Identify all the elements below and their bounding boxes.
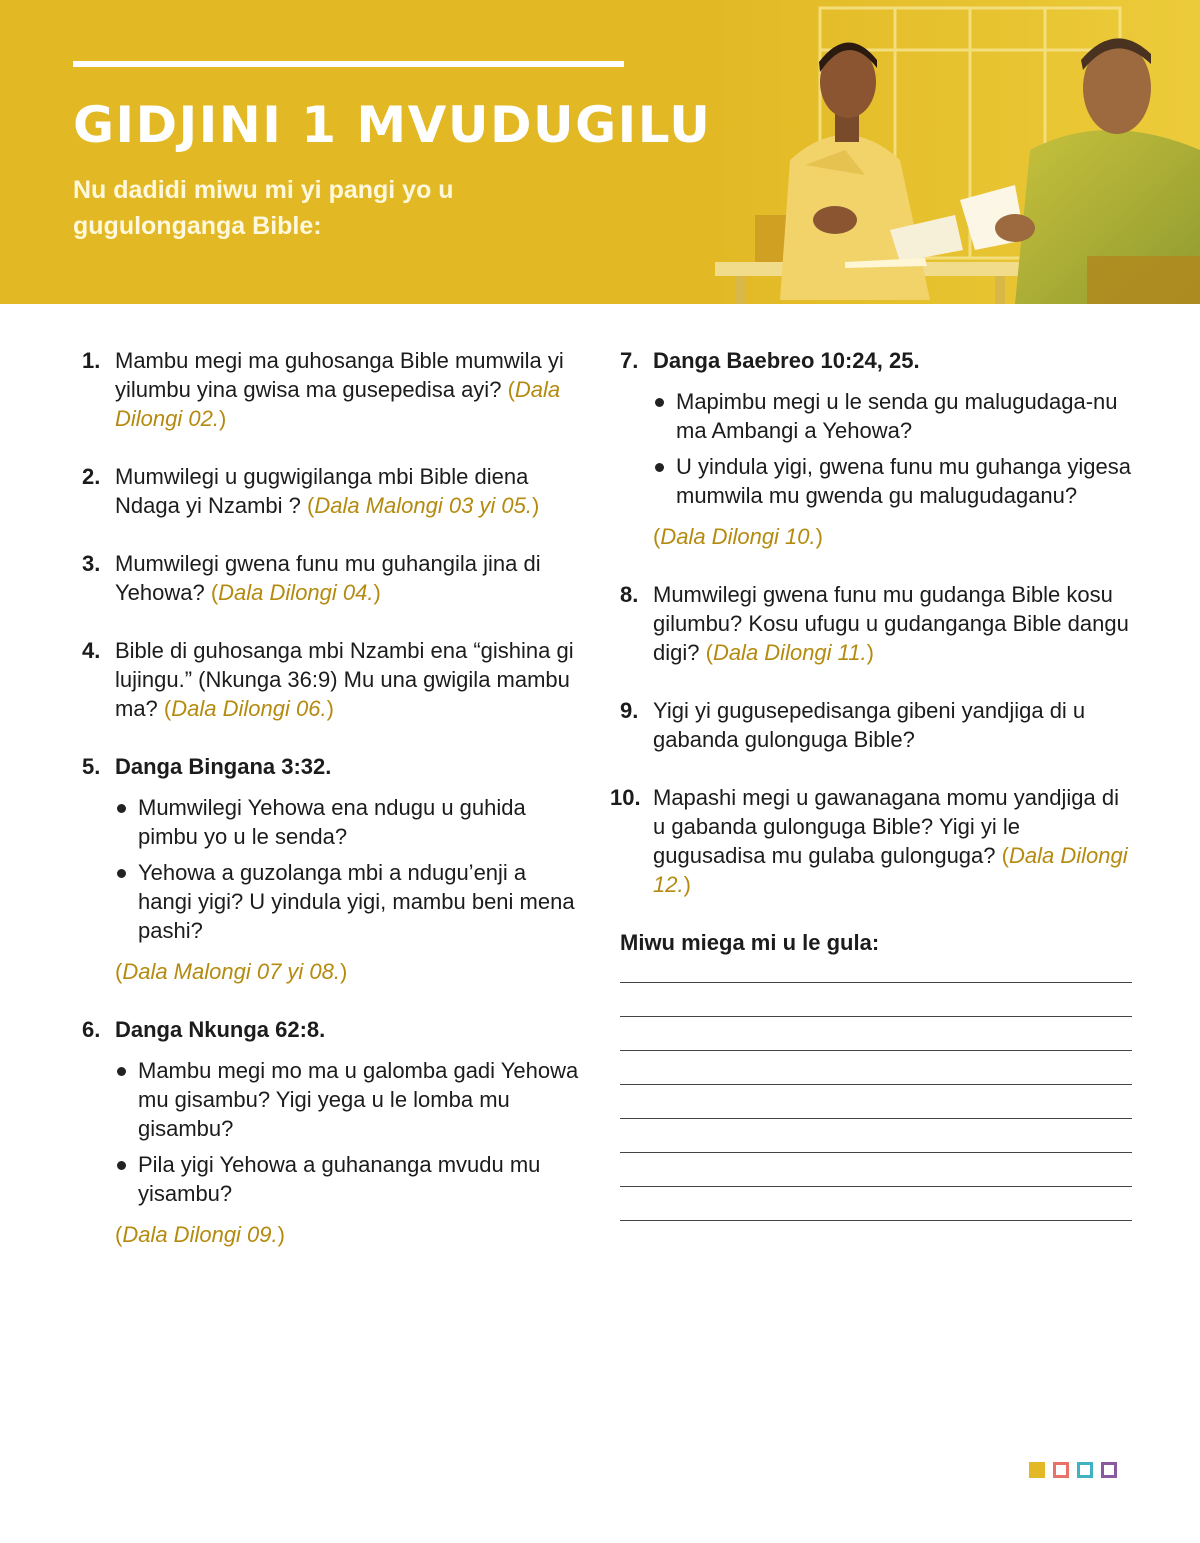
notes-section (620, 928, 1135, 1221)
note-line[interactable] (620, 1050, 1132, 1051)
bullet-list (653, 387, 1135, 510)
note-line[interactable] (620, 1084, 1132, 1085)
notes-title: Miwu miega mi u le gula: (620, 930, 880, 955)
note-line[interactable] (620, 1118, 1132, 1119)
progress-squares (1029, 1462, 1117, 1478)
note-line[interactable] (620, 1152, 1132, 1153)
question-text: Mumwilegi gwena funu mu guhangila jina di Yehowa? (115, 551, 541, 605)
question-number: 5. (82, 754, 101, 779)
question-number: 10. (610, 785, 641, 810)
reference-link[interactable]: Dala Dilongi 06. (171, 696, 327, 721)
question-heading: Danga Bingana 3:32. (115, 754, 332, 779)
title-rule (73, 61, 624, 67)
question-7: 7. Danga Baebreo 10:24, 25. Mapimbu megi u le senda gu malugudaga-nu ma Ambangi a Yehowa? U yindula yigi, gwena funu mu guhanga yigesa mumwila mu gwenda gu malugudaganu? (Dala Dilongi 10.) (620, 346, 1135, 551)
question-9 (620, 696, 1135, 754)
question-text: Mambu megi ma guhosanga Bible mumwila yi yilumbu yina gwisa ma gusepedisa ayi? (115, 348, 564, 402)
question-number: 8. (620, 582, 639, 607)
note-line[interactable] (620, 1220, 1132, 1221)
bullet-list (115, 1056, 582, 1208)
question-number: 7. (620, 348, 639, 373)
bible-study-illustration (715, 0, 1200, 304)
note-line[interactable] (620, 982, 1132, 983)
page-subtitle: Nu dadidi miwu mi yi pangi yo u gugulonganga Bible: (73, 176, 454, 240)
bullet-item: Pila yigi Yehowa a guhananga mvudu mu yisambu? (115, 1150, 582, 1208)
question-number: 4. (82, 638, 101, 663)
bullet-list (115, 793, 582, 945)
question-number: 9. (620, 698, 639, 723)
question-number: 1. (82, 348, 101, 373)
question-1: 1. Mambu megi ma guhosanga Bible mumwila yi yilumbu yina gwisa ma gusepedisa ayi? (Dala Dilongi 02.) (82, 348, 564, 431)
question-text: Yigi yi gugusepedisanga gibeni yandjiga di u gabanda gulonguga Bible? (653, 698, 1086, 752)
question-heading: Danga Baebreo 10:24, 25. (653, 348, 920, 373)
bullet-item: Mapimbu megi u le senda gu malugudaga-nu ma Ambangi a Yehowa? (653, 387, 1135, 445)
bullet-item: U yindula yigi, gwena funu mu guhanga yigesa mumwila mu gwenda gu malugudaganu? (653, 452, 1135, 510)
reference-link[interactable]: Dala Dilongi 09. (122, 1222, 278, 1247)
reference-link[interactable]: Dala Dilongi 10. (660, 524, 816, 549)
reference-link[interactable]: Dala Dilongi 11. (712, 640, 867, 665)
header-banner (0, 0, 1200, 304)
reference-link[interactable]: Dala Malongi 07 yi 08. (122, 959, 341, 984)
question-4: 4. Bible di guhosanga mbi Nzambi ena “gishina gi lujingu.” (Nkunga 36:9) Mu una gwigila mambu ma? (Dala Dilongi 06.) (82, 638, 574, 721)
reference-link[interactable]: Dala Dilongi 04. (218, 580, 374, 605)
question-text: Mumwilegi u gugwigilanga mbi Bible diena Ndaga yi Nzambi ? (115, 464, 529, 518)
bullet-item: Yehowa a guzolanga mbi a ndugu’enji a hangi yigi? U yindula yigi, mambu beni mena pashi? (115, 858, 582, 945)
question-text: Mumwilegi gwena funu mu gudanga Bible kosu gilumbu? Kosu ufugu u gudanganga Bible dangu digi? (653, 582, 1129, 665)
reference-link[interactable]: Dala Dilongi 02. (115, 377, 561, 431)
question-number: 6. (82, 1017, 101, 1042)
square-filled-icon (1029, 1462, 1045, 1478)
questions-right-column (610, 346, 1135, 1221)
question-2: 2. Mumwilegi u gugwigilanga mbi Bible diena Ndaga yi Nzambi ? (Dala Malongi 03 yi 05.) (82, 464, 540, 518)
bullet-item: Mambu megi mo ma u galomba gadi Yehowa mu gisambu? Yigi yega u le lomba mu gisambu? (115, 1056, 582, 1143)
question-number: 3. (82, 551, 101, 576)
question-10: 10. Mapashi megi u gawanagana momu yandjiga di u gabanda gulonguga Bible? Yigi yi le gugusadisa mu gulaba gulonguga? (Dala Dilongi 12.) (610, 785, 1128, 897)
question-text: Mapashi megi u gawanagana momu yandjiga di u gabanda gulonguga Bible? Yigi yi le gugusadisa mu gulaba gulonguga? (653, 785, 1119, 868)
question-3: 3. Mumwilegi gwena funu mu guhangila jina di Yehowa? (Dala Dilongi 04.) (82, 551, 541, 605)
bullet-item: Mumwilegi Yehowa ena ndugu u guhida pimbu yo u le senda? (115, 793, 582, 851)
page-title: GIDJINI 1 MVUDUGILU (73, 96, 712, 154)
square-outline-icon (1077, 1462, 1093, 1478)
questions-left-column (82, 346, 582, 1278)
reference-link[interactable]: Dala Dilongi 12. (653, 843, 1128, 897)
square-outline-icon (1053, 1462, 1069, 1478)
question-6: 6. Danga Nkunga 62:8. Mambu megi mo ma u galomba gadi Yehowa mu gisambu? Yigi yega u le lomba mu gisambu? Pila yigi Yehowa a guhananga mvudu mu yisambu? (Dala Dilongi 09.) (82, 1015, 582, 1249)
note-line[interactable] (620, 1016, 1132, 1017)
reference-link[interactable]: Dala Malongi 03 yi 05. (314, 493, 533, 518)
note-line[interactable] (620, 1186, 1132, 1187)
question-8: 8. Mumwilegi gwena funu mu gudanga Bible kosu gilumbu? Kosu ufugu u gudanganga Bible dangu digi? (Dala Dilongi 11.) (620, 582, 1129, 665)
question-heading: Danga Nkunga 62:8. (115, 1017, 326, 1042)
question-5: 5. Danga Bingana 3:32. Mumwilegi Yehowa ena ndugu u guhida pimbu yo u le senda? Yehowa a guzolanga mbi a ndugu’enji a hangi yigi? U yindula yigi, mambu beni mena pashi? (Dala Malongi 07 yi 08.) (82, 752, 582, 986)
question-number: 2. (82, 464, 101, 489)
square-outline-icon (1101, 1462, 1117, 1478)
question-text: Bible di guhosanga mbi Nzambi ena “gishina gi lujingu.” (Nkunga 36:9) Mu una gwigila mambu ma? (115, 638, 574, 721)
